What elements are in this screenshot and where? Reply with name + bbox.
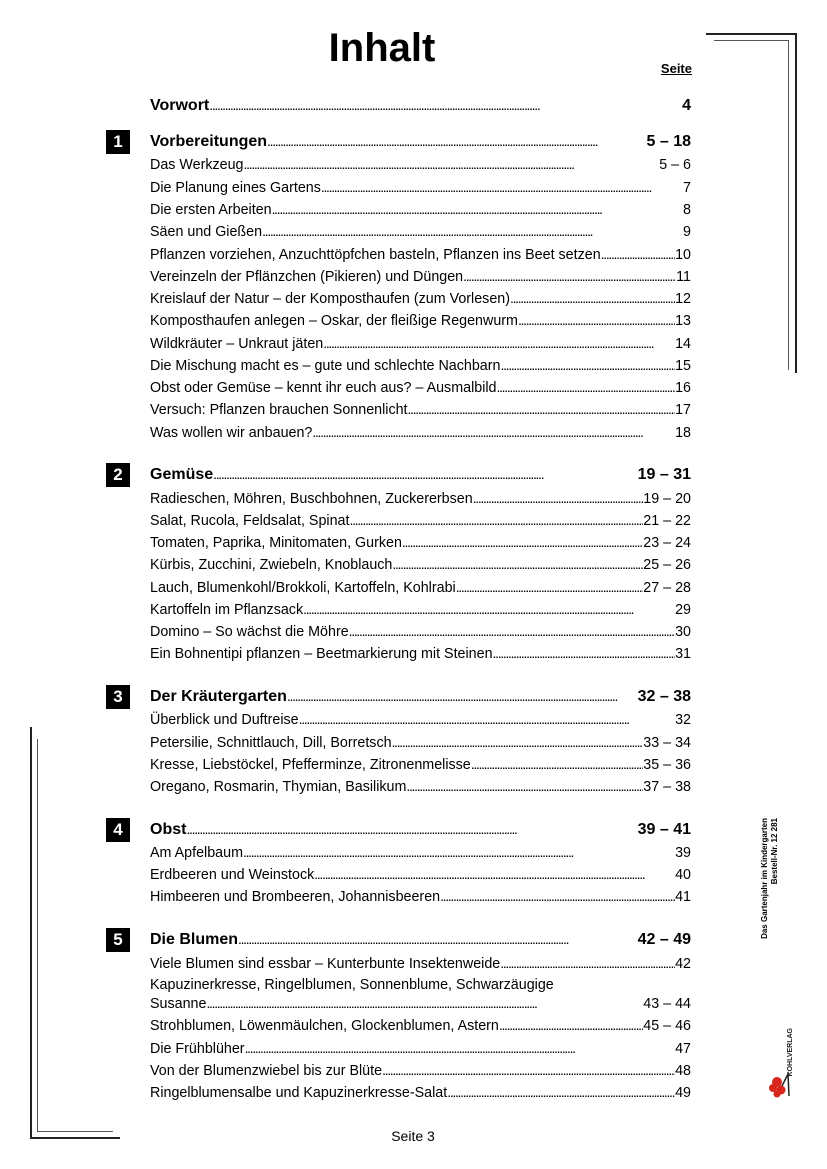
toc-leader-dots <box>518 311 675 329</box>
toc-leader-dots <box>402 533 643 551</box>
toc-entry[interactable] <box>150 222 691 241</box>
toc-leader-dots <box>323 334 675 352</box>
toc-leader-dots <box>272 200 683 218</box>
chapter-number-badge: 2 <box>106 463 130 487</box>
toc-leader-dots <box>497 378 676 396</box>
toc-entry-title: Die ersten Arbeiten <box>150 202 272 218</box>
toc-leader-dots <box>601 245 675 263</box>
toc-entry-title: Oregano, Rosmarin, Thymian, Basilikum <box>150 779 407 795</box>
toc-entry[interactable] <box>150 533 691 552</box>
toc-entry-page: 17 <box>675 402 691 418</box>
chapter-pages: 39 – 41 <box>637 821 691 838</box>
toc-entry-title: Himbeeren und Brombeeren, Johannisbeeren <box>150 889 441 905</box>
toc-entry-title: Obst oder Gemüse – kennt ihr euch aus? – Ausmalbild <box>150 380 497 396</box>
toc-entry-page: 21 – 22 <box>643 513 691 529</box>
toc-leader-dots <box>314 865 675 883</box>
chapter-title: Obst <box>150 821 187 838</box>
toc-entry-page: 27 – 28 <box>643 580 691 596</box>
toc-entry-page: 43 – 44 <box>643 996 691 1012</box>
toc-entry-page: 7 <box>683 180 691 196</box>
toc-entry[interactable] <box>150 1083 691 1102</box>
toc-entry-page: 33 – 34 <box>643 735 691 751</box>
toc-entry-page: 11 <box>676 269 691 285</box>
toc-entry[interactable] <box>150 1039 691 1058</box>
toc-entry-title: Die Mischung macht es – gute und schlechte Nachbarn <box>150 358 501 374</box>
toc-leader-dots <box>473 489 644 507</box>
toc-entry[interactable] <box>150 267 691 286</box>
toc-entry-page: 42 <box>675 956 691 972</box>
toc-entry-title: Die Frühblüher <box>150 1041 245 1057</box>
toc-entry-page: 10 <box>675 247 691 263</box>
toc-entry-title: Säen und Gießen <box>150 224 263 240</box>
toc-entry-title: Am Apfelbaum <box>150 845 243 861</box>
toc-entry-title: Ein Bohnentipi pflanzen – Beetmarkierung mit Steinen <box>150 646 493 662</box>
toc-entry-page: 14 <box>675 336 691 352</box>
toc-leader-dots <box>349 511 643 529</box>
chapter-heading[interactable] <box>150 465 691 484</box>
publisher-logo-text: KOHLVERLAG <box>787 1028 794 1077</box>
toc-entry-page: 25 – 26 <box>643 557 691 573</box>
toc-entry-title: Ringelblumensalbe und Kapuzinerkresse-Salat <box>150 1085 448 1101</box>
toc-entry-title: Pflanzen vorziehen, Anzuchttöpfchen basteln, Pflanzen ins Beet setzen <box>150 247 601 263</box>
toc-leader-dots <box>287 687 638 705</box>
toc-leader-dots <box>299 710 675 728</box>
toc-leader-dots <box>349 622 675 640</box>
toc-entry-page: 37 – 38 <box>643 779 691 795</box>
toc-entry-title: Komposthaufen anlegen – Oskar, der fleißige Regenwurm <box>150 313 518 329</box>
toc-entry-title: Strohblumen, Löwenmäulchen, Glockenblumen, Astern <box>150 1018 499 1034</box>
toc-leader-dots <box>463 267 676 285</box>
frame-top-right-vertical <box>795 33 797 373</box>
chapter-pages: 5 – 18 <box>646 133 691 150</box>
toc-leader-dots <box>382 1061 675 1079</box>
chapter-title: Gemüse <box>150 466 214 483</box>
toc-leader-dots <box>447 1083 675 1101</box>
toc-leader-dots <box>262 222 683 240</box>
toc-entry-title: Kürbis, Zucchini, Zwiebeln, Knoblauch <box>150 557 393 573</box>
toc-entry[interactable] <box>150 289 691 308</box>
toc-entry-page: 8 <box>683 202 691 218</box>
toc-entry-page: 4 <box>682 97 691 114</box>
toc-entry-page: 47 <box>675 1041 691 1057</box>
toc-leader-dots <box>499 1016 643 1034</box>
page-number-footer: Seite 3 <box>391 1128 435 1144</box>
toc-entry-page: 48 <box>675 1063 691 1079</box>
toc-leader-dots <box>206 994 643 1012</box>
toc-entry-title: Vereinzeln der Pflänzchen (Pikieren) und Düngen <box>150 269 464 285</box>
toc-leader-dots <box>392 555 643 573</box>
toc-entry-title-line1: Kapuzinerkresse, Ringelblumen, Sonnenblume, Schwarzäugige <box>150 977 554 993</box>
toc-entry[interactable] <box>150 954 691 973</box>
toc-leader-dots <box>471 755 644 773</box>
toc-entry-title: Kresse, Liebstöckel, Pfefferminze, Zitronenmelisse <box>150 757 471 773</box>
toc-entry[interactable] <box>150 178 691 197</box>
chapter-heading[interactable] <box>150 820 691 839</box>
toc-leader-dots <box>493 644 676 662</box>
toc-entry-title: Lauch, Blumenkohl/Brokkoli, Kartoffeln, Kohlrabi <box>150 580 456 596</box>
side-order-number: Bestell-Nr. 12 281 <box>770 818 779 885</box>
toc-entry-page: 23 – 24 <box>643 535 691 551</box>
frame-top-right-vertical-inner <box>788 40 789 370</box>
chapter-heading[interactable] <box>150 687 691 706</box>
toc-entry[interactable] <box>150 644 691 663</box>
toc-leader-dots <box>392 733 644 751</box>
toc-leader-dots <box>321 178 683 196</box>
chapter-heading[interactable] <box>150 132 691 151</box>
toc-entry[interactable] <box>150 622 691 641</box>
toc-leader-dots <box>209 96 682 114</box>
toc-entry[interactable] <box>150 994 691 1013</box>
chapter-title: Die Blumen <box>150 931 239 948</box>
toc-entry-title: Viele Blumen sind essbar – Kunterbunte Insektenweide <box>150 956 501 972</box>
toc-leader-dots <box>238 930 638 948</box>
toc-leader-dots <box>244 155 660 173</box>
page-title: Inhalt <box>328 26 436 70</box>
toc-entry[interactable] <box>150 865 691 884</box>
toc-entry-page: 35 – 36 <box>643 757 691 773</box>
frame-bottom-left-horizontal-inner <box>37 1131 113 1132</box>
toc-entry[interactable] <box>150 600 691 619</box>
chapter-heading[interactable] <box>150 930 691 949</box>
toc-entry-title: Susanne <box>150 996 207 1012</box>
toc-entry-title: Erdbeeren und Weinstock <box>150 867 315 883</box>
toc-entry-page: 5 – 6 <box>659 157 691 173</box>
toc-entry[interactable] <box>150 400 691 419</box>
toc-entry[interactable] <box>150 555 691 574</box>
toc-leader-dots <box>500 356 675 374</box>
toc-entry[interactable] <box>150 378 691 397</box>
toc-entry-page: 31 <box>675 646 691 662</box>
toc-entry-page: 15 <box>675 358 691 374</box>
toc-entry[interactable] <box>150 710 691 729</box>
toc-leader-dots <box>406 777 643 795</box>
side-book-title: Das Gartenjahr im Kindergarten <box>760 818 769 939</box>
toc-entry-title: Wildkräuter – Unkraut jäten <box>150 336 324 352</box>
chapter-pages: 19 – 31 <box>637 466 691 483</box>
toc-leader-dots <box>213 465 637 483</box>
toc-entry[interactable] <box>150 777 691 796</box>
toc-entry-page: 12 <box>675 291 691 307</box>
chapter-number-badge: 4 <box>106 818 130 842</box>
toc-entry-page: 9 <box>683 224 691 240</box>
toc-entry-title: Radieschen, Möhren, Buschbohnen, Zuckererbsen <box>150 491 473 507</box>
toc-entry-title: Was wollen wir anbauen? <box>150 425 313 441</box>
frame-top-right-horizontal-inner <box>714 40 788 41</box>
chapter-number-badge: 1 <box>106 130 130 154</box>
toc-leader-dots <box>440 887 675 905</box>
toc-entry-page: 45 – 46 <box>643 1018 691 1034</box>
toc-entry-page: 18 <box>675 425 691 441</box>
chapter-pages: 42 – 49 <box>637 931 691 948</box>
chapter-title: Vorbereitungen <box>150 133 268 150</box>
toc-entry-page: 49 <box>675 1085 691 1101</box>
toc-entry[interactable] <box>150 843 691 862</box>
frame-top-right-horizontal <box>706 33 796 35</box>
toc-leader-dots <box>303 600 675 618</box>
toc-entry-page: 39 <box>675 845 691 861</box>
toc-entry[interactable] <box>150 733 691 752</box>
toc-entry[interactable] <box>150 489 691 508</box>
frame-bottom-left-vertical-inner <box>37 739 38 1132</box>
toc-entry[interactable] <box>150 755 691 774</box>
toc-entry[interactable] <box>150 356 691 375</box>
toc-leader-dots <box>312 423 675 441</box>
frame-bottom-left-horizontal <box>30 1137 120 1139</box>
toc-entry-page: 19 – 20 <box>643 491 691 507</box>
toc-entry-title: Salat, Rucola, Feldsalat, Spinat <box>150 513 350 529</box>
toc-entry-title: Die Planung eines Gartens <box>150 180 321 196</box>
toc-entry-page: 40 <box>675 867 691 883</box>
toc-entry-page: 29 <box>675 602 691 618</box>
toc-entry-title: Versuch: Pflanzen brauchen Sonnenlicht <box>150 402 408 418</box>
side-book-info <box>760 818 790 1018</box>
toc-entry-title: Überblick und Duftreise <box>150 712 299 728</box>
toc-entry[interactable] <box>150 1061 691 1080</box>
toc-entry-title: Das Werkzeug <box>150 157 244 173</box>
toc-entry[interactable] <box>150 245 691 264</box>
toc-entry[interactable] <box>150 311 691 330</box>
toc-entry-title: Tomaten, Paprika, Minitomaten, Gurken <box>150 535 402 551</box>
toc-entry-page: 13 <box>675 313 691 329</box>
toc-entry[interactable] <box>150 578 691 597</box>
chapter-pages: 32 – 38 <box>637 688 691 705</box>
page-column-label: Seite <box>660 61 692 76</box>
toc-entry-title: Kartoffeln im Pflanzsack <box>150 602 304 618</box>
toc-entry[interactable] <box>150 334 691 353</box>
toc-leader-dots <box>456 578 644 596</box>
toc-entry[interactable] <box>150 200 691 219</box>
toc-entry[interactable] <box>150 511 691 530</box>
chapter-number-badge: 5 <box>106 928 130 952</box>
toc-entry-title: Vorwort <box>150 97 210 114</box>
toc-leader-dots <box>186 820 637 838</box>
toc-entry-page: 41 <box>675 889 691 905</box>
chapter-title: Der Kräutergarten <box>150 688 287 705</box>
toc-entry[interactable] <box>150 423 691 442</box>
toc-entry-title: Domino – So wächst die Möhre <box>150 624 349 640</box>
toc-entry[interactable] <box>150 887 691 906</box>
toc-entry-title: Petersilie, Schnittlauch, Dill, Borretsch <box>150 735 392 751</box>
toc-entry-page: 30 <box>675 624 691 640</box>
frame-bottom-left-vertical <box>30 727 32 1139</box>
toc-leader-dots <box>245 1039 676 1057</box>
toc-entry-vorwort[interactable] <box>150 96 691 115</box>
toc-leader-dots <box>267 132 646 150</box>
toc-leader-dots <box>408 400 676 418</box>
toc-entry[interactable] <box>150 155 691 174</box>
toc-entry[interactable] <box>150 1016 691 1035</box>
toc-leader-dots <box>243 843 675 861</box>
toc-entry-page: 32 <box>675 712 691 728</box>
toc-leader-dots <box>500 954 675 972</box>
toc-entry-title: Kreislauf der Natur – der Komposthaufen (zum Vorlesen) <box>150 291 510 307</box>
toc-leader-dots <box>510 289 675 307</box>
toc-entry-page: 16 <box>675 380 691 396</box>
toc-entry-title: Von der Blumenzwiebel bis zur Blüte <box>150 1063 383 1079</box>
chapter-number-badge: 3 <box>106 685 130 709</box>
